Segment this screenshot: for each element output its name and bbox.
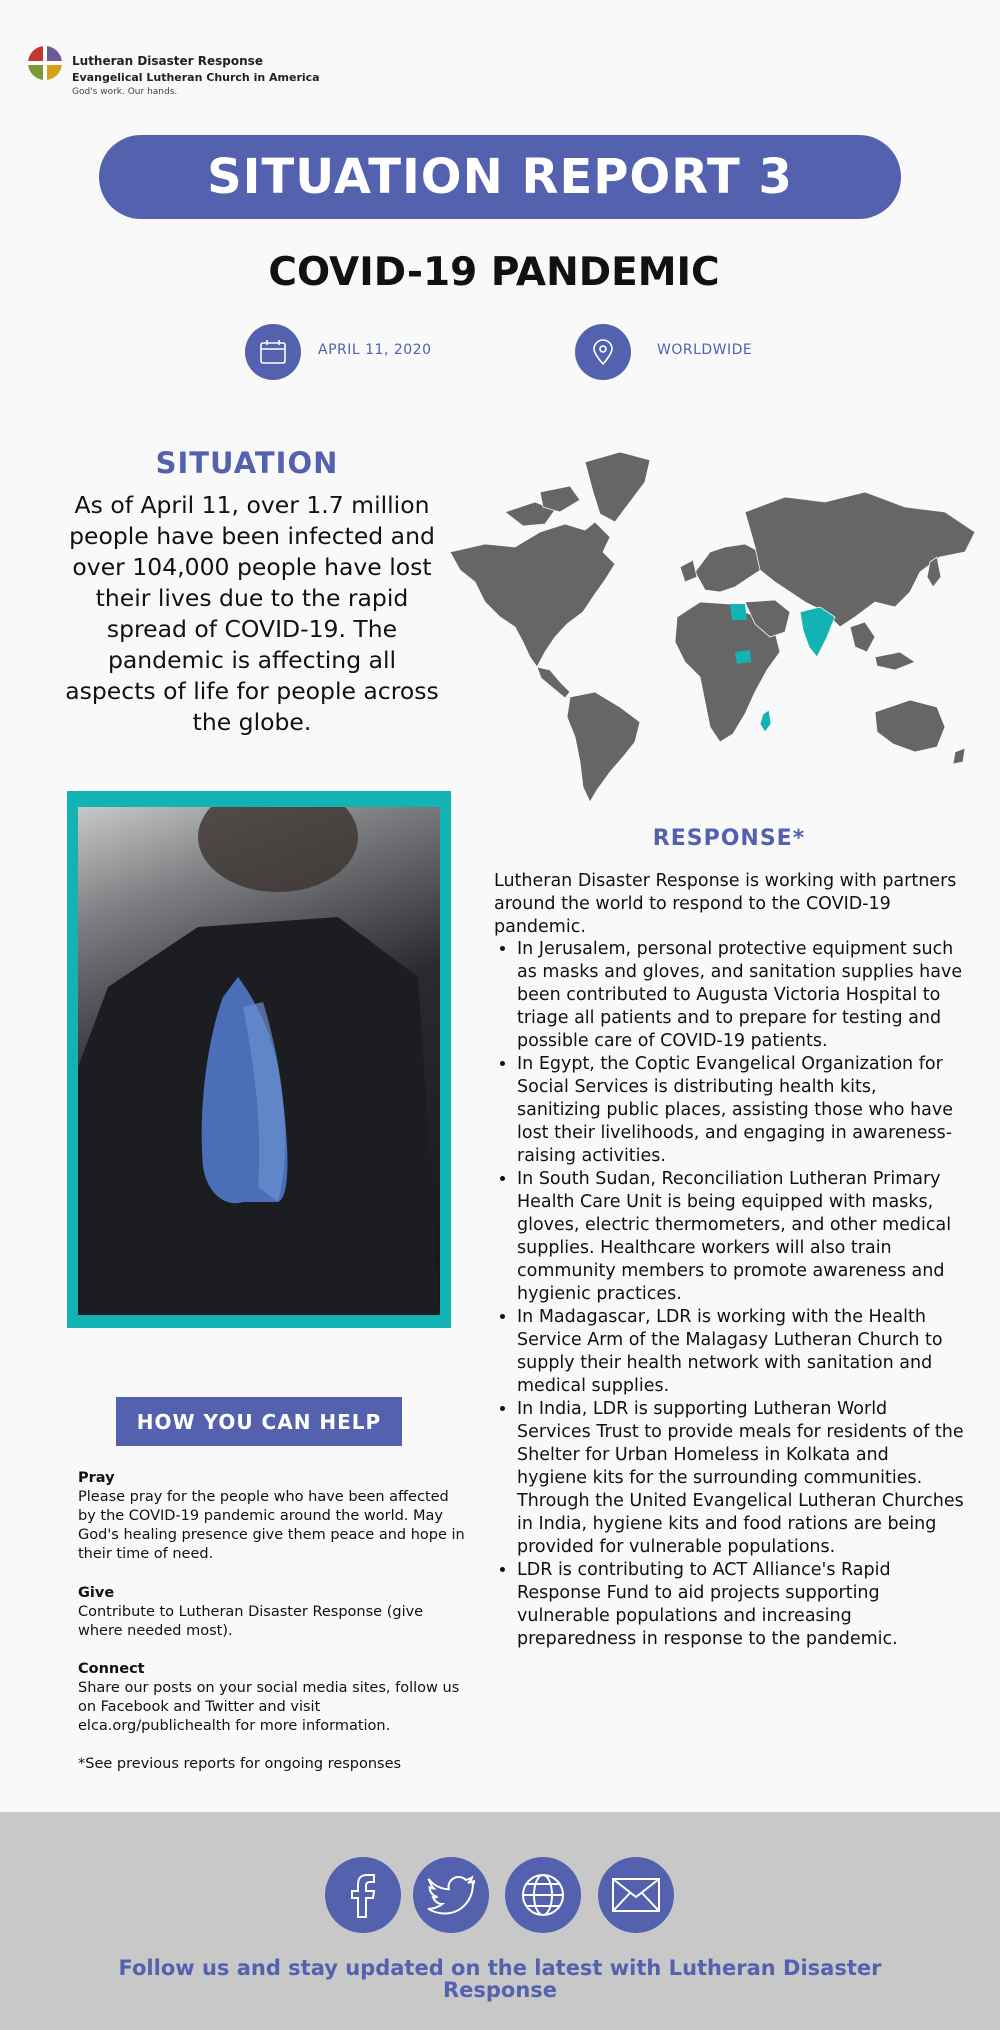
footer [0, 1812, 1000, 2030]
header-logo [28, 44, 358, 104]
ldr-cross-logo-icon [28, 46, 62, 80]
list-item: • In Madagascar, LDR is working with the Health Service Arm of the Malagasy Lutheran Church to supply their health network with sanitation and medical supplies. [517, 1306, 964, 1398]
response-title: RESPONSE* [652, 826, 806, 851]
page-title: SITUATION REPORT 3 [207, 149, 793, 205]
page-subtitle: COVID-19 PANDEMIC [268, 250, 720, 295]
how-you-can-help-banner [116, 1397, 402, 1446]
calendar-icon [245, 324, 301, 380]
list-item: • In Jerusalem, personal protective equipment such as masks and gloves, and sanitation supplies have been contributed to Augusta Victoria Hospital to triage all patients and to prepare for testing and possible care of COVID-19 patients. [517, 938, 964, 1053]
title-banner [99, 135, 901, 219]
praying-hands-photo [78, 807, 440, 1315]
footnote: *See previous reports for ongoing responses [78, 1756, 402, 1772]
pray-title: Pray [78, 1470, 115, 1486]
give-body: Contribute to Lutheran Disaster Response (give where needed most). [78, 1604, 424, 1639]
situation-body: As of April 11, over 1.7 million people have been infected and over 104,000 people have lost their lives due to the rapid spread of COVID-19. The pandemic is affecting all aspects of life for people across the globe. [65, 491, 439, 736]
map-pin-icon [575, 324, 631, 380]
response-intro: Lutheran Disaster Response is working with partners around the world to respond to the COVID-19 pandemic. [494, 871, 957, 937]
list-item: • In South Sudan, Reconciliation Lutheran Primary Health Care Unit is being equipped with masks, gloves, electric thermometers, and other medical supplies. Healthcare workers will also train community members to promote awareness and hygienic practices. [517, 1168, 964, 1306]
give-title: Give [78, 1585, 115, 1601]
pray-section [78, 1469, 468, 1564]
world-map [445, 452, 980, 804]
facebook-icon[interactable] [325, 1857, 401, 1933]
footer-follow-text: Follow us and stay updated on the latest with Lutheran Disaster Response [118, 1956, 882, 2002]
connect-body: Share our posts on your social media sites, follow us on Facebook and Twitter and visit elca.org/publichealth for more information. [78, 1680, 460, 1734]
report-date: APRIL 11, 2020 [318, 342, 432, 358]
how-you-can-help-label: HOW YOU CAN HELP [136, 1409, 382, 1434]
connect-section [78, 1660, 468, 1736]
tagline: God's work. Our hands. [72, 87, 178, 97]
photo-frame [67, 791, 451, 1328]
connect-title: Connect [78, 1661, 145, 1677]
pray-body: Please pray for the people who have been affected by the COVID-19 pandemic around the world. May God's healing presence give them peace and hope in their time of need. [78, 1489, 465, 1562]
situation-title: SITUATION [155, 446, 339, 480]
response-list [494, 938, 964, 1651]
give-section [78, 1584, 468, 1641]
list-item: • In Egypt, the Coptic Evangelical Organization for Social Services is distributing health kits, sanitizing public places, assisting those who have lost their livelihoods, and engaging in awareness-raising activities. [517, 1053, 964, 1168]
report-location: WORLDWIDE [657, 342, 753, 358]
twitter-icon[interactable] [413, 1857, 489, 1933]
list-item: • In India, LDR is supporting Lutheran World Services Trust to provide meals for residents of the Shelter for Urban Homeless in Kolkata and hygiene kits for the surrounding communities. Through the United Evangelical Lutheran Churches in India, hygiene kits and food rations are being provided for vulnerable populations. [517, 1398, 964, 1559]
email-icon[interactable] [598, 1857, 674, 1933]
list-item: • LDR is contributing to ACT Alliance's Rapid Response Fund to aid projects supporting vulnerable populations and increasing preparedness in response to the pandemic. [517, 1559, 964, 1651]
web-icon[interactable] [505, 1857, 581, 1933]
church-name: Evangelical Lutheran Church in America [72, 71, 320, 84]
org-name: Lutheran Disaster Response [72, 54, 263, 68]
